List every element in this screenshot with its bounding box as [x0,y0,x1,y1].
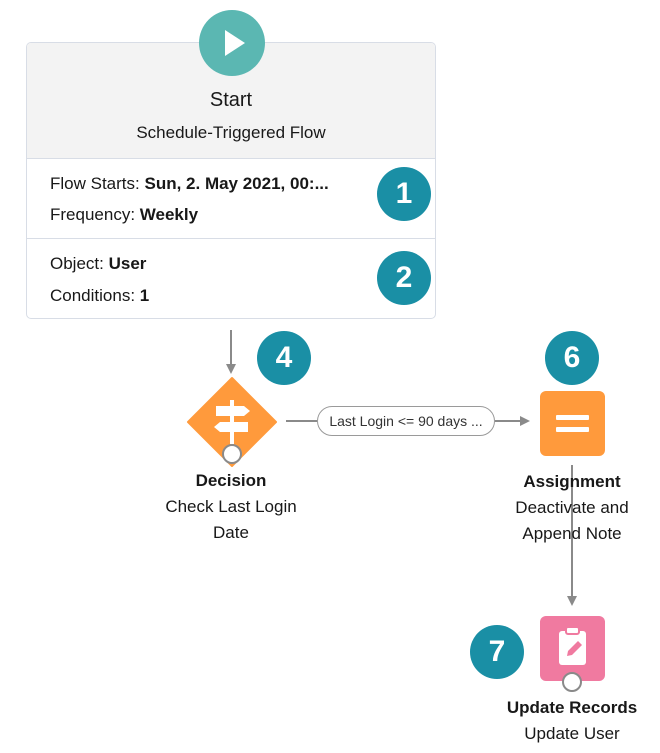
start-node-icon[interactable] [199,10,265,76]
assignment-label-line2: Append Note [522,524,622,543]
flow-starts-value: Sun, 2. May 2021, 00:... [144,174,329,193]
conditions-row [50,286,149,306]
object-label: Object: [50,254,104,273]
callout-badge-6: 6 [545,331,599,385]
flow-starts-row [50,174,329,194]
start-subtitle: Schedule-Triggered Flow [136,123,326,142]
callout-badge-4: 4 [257,331,311,385]
update-records-title: Update Records [506,698,638,717]
object-value: User [108,254,147,273]
frequency-label: Frequency: [50,205,136,224]
decision-title: Decision [195,471,267,490]
equals-icon [540,391,605,456]
decision-outcome-label[interactable]: Last Login <= 90 days ... [317,406,495,436]
conditions-value: 1 [139,286,150,305]
assignment-title: Assignment [523,472,621,491]
callout-badge-7: 7 [470,625,524,679]
section-divider [27,238,435,239]
update-records-label: Update User [524,724,620,743]
update-records-connector-handle[interactable] [562,672,582,692]
start-element-card[interactable] [26,42,436,319]
decision-label-line2: Date [213,523,249,542]
callout-badge-2: 2 [377,251,431,305]
start-title: Start [209,89,253,111]
frequency-value: Weekly [139,205,199,224]
decision-connector-handle[interactable] [222,444,242,464]
conditions-label: Conditions: [50,286,136,305]
assignment-label-line1: Deactivate and [515,498,629,517]
frequency-row [50,205,198,225]
object-row [50,254,146,274]
callout-badge-1: 1 [377,167,431,221]
play-icon [199,10,265,76]
decision-label-line1: Check Last Login [165,497,297,516]
flow-starts-label: Flow Starts: [50,174,140,193]
assignment-node[interactable] [540,391,605,456]
